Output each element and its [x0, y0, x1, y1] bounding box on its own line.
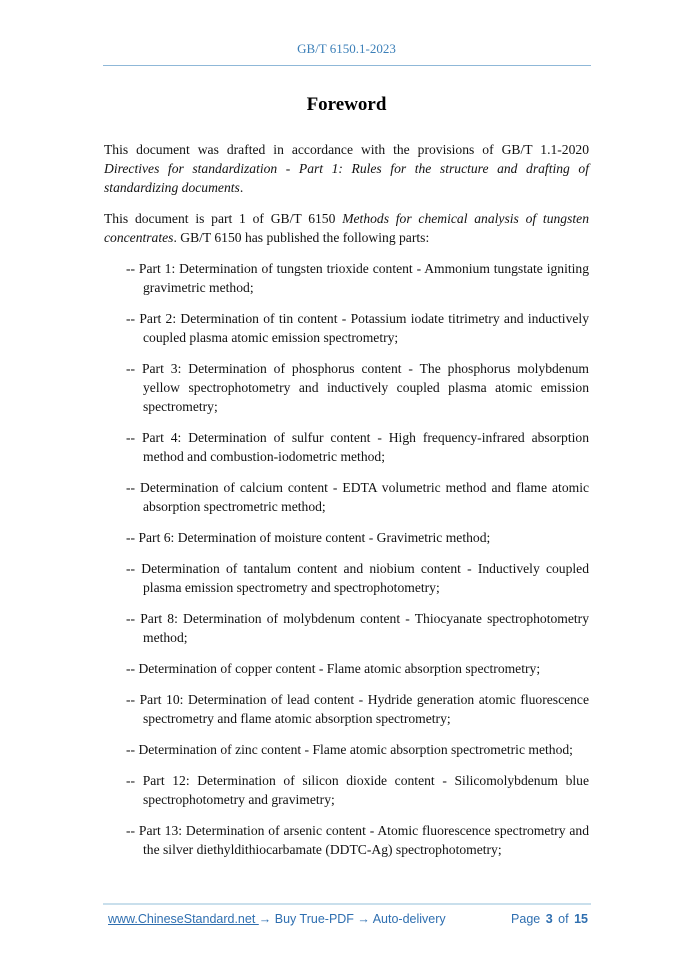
footer-buy-text: Buy True-PDF [271, 912, 358, 926]
list-item: -- Part 8: Determination of molybdenum content - Thiocyanate spectrophotometry method; [126, 611, 589, 645]
footer-delivery-text: Auto-delivery [369, 912, 446, 926]
paragraph-drafting [104, 140, 589, 197]
paragraph-italic-title: Directives for standardization - Part 1: Rules for the structure and drafting of standardizing documents [104, 161, 589, 195]
arrow-right-icon: → [258, 912, 272, 926]
paragraph-text: This document is part 1 of GB/T 6150 [104, 211, 343, 226]
paragraph-text: . GB/T 6150 has published the following parts: [173, 230, 430, 245]
list-item: -- Part 13: Determination of arsenic content - Atomic fluorescence spectrometry and the silver diethyldithiocarbamate (DDTC-Ag) spectrophotometry; [126, 823, 589, 857]
header-doc-code: GB/T 6150.1-2023 [297, 41, 396, 56]
page-total: 15 [574, 912, 588, 926]
paragraph-text: This document was drafted in accordance with the provisions of GB/T 1.1-2020 [104, 142, 589, 157]
parts-list [104, 259, 589, 859]
list-item: -- Part 3: Determination of phosphorus content - The phosphorus molybdenum yellow spectrophotometry and inductively coupled plasma atomic emission spectrometry; [126, 361, 589, 414]
list-item: -- Part 10: Determination of lead content - Hydride generation atomic fluorescence spectrometry and flame atomic absorption spectrometry; [126, 692, 589, 726]
list-item: -- Determination of tantalum content and niobium content - Inductively coupled plasma emission spectrometry and spectrophotometry; [126, 561, 589, 595]
list-item: -- Determination of zinc content - Flame atomic absorption spectrometric method; [126, 742, 573, 757]
list-item: -- Part 12: Determination of silicon dioxide content - Silicomolybdenum blue spectrophotometry and gravimetry; [126, 773, 589, 807]
of-label: of [558, 912, 569, 926]
list-item: -- Part 2: Determination of tin content - Potassium iodate titrimetry and inductively coupled plasma atomic emission spectrometry; [126, 311, 589, 345]
footer [108, 912, 588, 926]
paragraph-parts-intro [104, 209, 589, 247]
page-label: Page [511, 912, 541, 926]
list-item: -- Part 6: Determination of moisture content - Gravimetric method; [126, 530, 491, 545]
footer-divider [103, 903, 591, 905]
paragraph-italic-title: Methods for chemical analysis of tungsten concentrates [104, 211, 589, 245]
list-item: -- Determination of calcium content - EDTA volumetric method and flame atomic absorption spectrometric method; [126, 480, 589, 514]
document-body [104, 140, 589, 871]
arrow-right-icon: → [357, 912, 370, 926]
header-divider [103, 65, 591, 66]
list-item: -- Determination of copper content - Flame atomic absorption spectrometry; [126, 661, 541, 676]
page-title: Foreword [306, 94, 387, 115]
paragraph-text: . [239, 180, 244, 195]
page-indicator [509, 912, 588, 926]
page-current: 3 [545, 912, 553, 926]
list-item: -- Part 4: Determination of sulfur content - High frequency-infrared absorption method and combustion-iodometric method; [126, 430, 589, 464]
list-item: -- Part 1: Determination of tungsten trioxide content - Ammonium tungstate igniting gravimetric method; [126, 261, 589, 295]
footer-promo [108, 912, 446, 926]
site-link[interactable]: www.ChineseStandard.net [108, 912, 259, 926]
